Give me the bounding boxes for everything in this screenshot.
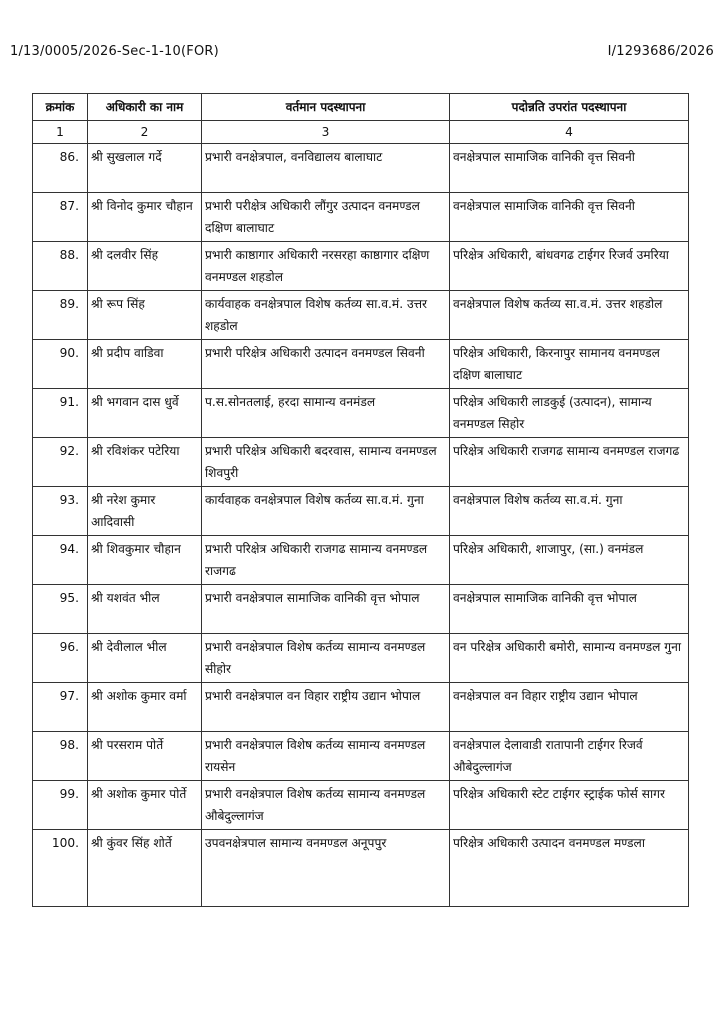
column-number: 2 — [88, 121, 202, 144]
officer-name-cell: श्री अशोक कुमार वर्मा — [88, 683, 202, 732]
current-posting-cell: प्रभारी वनक्षेत्रपाल विशेष कर्तव्य सामान्य वनमण्डल सीहोर — [202, 634, 450, 683]
posting-table — [32, 93, 689, 907]
serial-cell: 99. — [33, 781, 88, 830]
officer-name-cell: श्री नरेश कुमार आदिवासी — [88, 487, 202, 536]
serial-cell: 90. — [33, 340, 88, 389]
table-row — [33, 732, 689, 781]
serial-cell: 94. — [33, 536, 88, 585]
posting-after-promotion-cell: वनक्षेत्रपाल देलावाडी रातापानी टाईगर रिजर्व औबेदुल्लागंज — [450, 732, 689, 781]
officer-name-cell: श्री विनोद कुमार चौहान — [88, 193, 202, 242]
posting-after-promotion-cell: वन परिक्षेत्र अधिकारी बमोरी, सामान्य वनमण्डल गुना — [450, 634, 689, 683]
table-row — [33, 781, 689, 830]
current-posting-cell: प्रभारी परीक्षेत्र अधिकारी लौंगुर उत्पादन वनमण्डल दक्षिण बालाघाट — [202, 193, 450, 242]
current-posting-cell: प्रभारी परिक्षेत्र अधिकारी उत्पादन वनमण्डल सिवनी — [202, 340, 450, 389]
header-current-posting: वर्तमान पदस्थापना — [202, 94, 450, 121]
table-row — [33, 536, 689, 585]
serial-cell: 87. — [33, 193, 88, 242]
posting-after-promotion-cell: वनक्षेत्रपाल विशेष कर्तव्य सा.व.मं. उत्तर शहडोल — [450, 291, 689, 340]
current-posting-cell: कार्यवाहक वनक्षेत्रपाल विशेष कर्तव्य सा.व.मं. उत्तर शहडोल — [202, 291, 450, 340]
posting-after-promotion-cell: परिक्षेत्र अधिकारी लाडकुई (उत्पादन), सामान्य वनमण्डल सिहोर — [450, 389, 689, 438]
officer-name-cell: श्री देवीलाल भील — [88, 634, 202, 683]
current-posting-cell: प्रभारी काष्ठागार अधिकारी नरसरहा काष्ठागार दक्षिण वनमण्डल शहडोल — [202, 242, 450, 291]
posting-after-promotion-cell: परिक्षेत्र अधिकारी राजगढ सामान्य वनमण्डल राजगढ — [450, 438, 689, 487]
serial-cell: 88. — [33, 242, 88, 291]
table-row — [33, 242, 689, 291]
current-posting-cell: प्रभारी वनक्षेत्रपाल, वनविद्यालय बालाघाट — [202, 144, 450, 193]
officer-name-cell: श्री भगवान दास धुर्वे — [88, 389, 202, 438]
table-row — [33, 193, 689, 242]
serial-cell: 92. — [33, 438, 88, 487]
header-officer-name: अधिकारी का नाम — [88, 94, 202, 121]
column-number: 1 — [33, 121, 88, 144]
officer-name-cell: श्री प्रदीप वाडिवा — [88, 340, 202, 389]
current-posting-cell: प्रभारी परिक्षेत्र अधिकारी राजगढ सामान्य वनमण्डल राजगढ — [202, 536, 450, 585]
file-reference-right: I/1293686/2026 — [607, 44, 714, 59]
officer-name-cell: श्री परसराम पोर्ते — [88, 732, 202, 781]
table-row — [33, 438, 689, 487]
posting-after-promotion-cell: परिक्षेत्र अधिकारी, किरनापुर सामानय वनमण्डल दक्षिण बालाघाट — [450, 340, 689, 389]
table-row — [33, 291, 689, 340]
file-reference-left: 1/13/0005/2026-Sec-1-10(FOR) — [10, 44, 219, 59]
current-posting-cell: कार्यवाहक वनक्षेत्रपाल विशेष कर्तव्य सा.व.मं. गुना — [202, 487, 450, 536]
table-row — [33, 487, 689, 536]
posting-after-promotion-cell: वनक्षेत्रपाल सामाजिक वानिकी वृत्त भोपाल — [450, 585, 689, 634]
table-body — [33, 121, 689, 907]
officer-name-cell: श्री कुंवर सिंह शोर्ते — [88, 830, 202, 907]
officer-name-cell: श्री दलवीर सिंह — [88, 242, 202, 291]
current-posting-cell: प्रभारी वनक्षेत्रपाल वन विहार राष्ट्रीय उद्यान भोपाल — [202, 683, 450, 732]
posting-after-promotion-cell: परिक्षेत्र अधिकारी, बांधवगढ टाईगर रिजर्व उमरिया — [450, 242, 689, 291]
header-serial: क्रमांक — [33, 94, 88, 121]
officer-name-cell: श्री रविशंकर पटेरिया — [88, 438, 202, 487]
header-posting-after-promotion: पदोन्नति उपरांत पदस्थापना — [450, 94, 689, 121]
posting-after-promotion-cell: वनक्षेत्रपाल विशेष कर्तव्य सा.व.मं. गुना — [450, 487, 689, 536]
serial-cell: 96. — [33, 634, 88, 683]
current-posting-cell: प्रभारी वनक्षेत्रपाल विशेष कर्तव्य सामान्य वनमण्डल रायसेन — [202, 732, 450, 781]
table-row — [33, 830, 689, 907]
current-posting-cell: प्रभारी वनक्षेत्रपाल विशेष कर्तव्य सामान्य वनमण्डल औबेदुल्लागंज — [202, 781, 450, 830]
officer-name-cell: श्री अशोक कुमार पोर्ते — [88, 781, 202, 830]
table-row — [33, 389, 689, 438]
serial-cell: 100. — [33, 830, 88, 907]
officer-name-cell: श्री शिवकुमार चौहान — [88, 536, 202, 585]
serial-cell: 95. — [33, 585, 88, 634]
posting-after-promotion-cell: परिक्षेत्र अधिकारी उत्पादन वनमण्डल मण्डला — [450, 830, 689, 907]
serial-cell: 97. — [33, 683, 88, 732]
posting-after-promotion-cell: परिक्षेत्र अधिकारी स्टेट टाईगर स्ट्राईक फोर्स सागर — [450, 781, 689, 830]
serial-cell: 86. — [33, 144, 88, 193]
table-row — [33, 634, 689, 683]
posting-after-promotion-cell: वनक्षेत्रपाल वन विहार राष्ट्रीय उद्यान भोपाल — [450, 683, 689, 732]
serial-cell: 91. — [33, 389, 88, 438]
table-header-row — [33, 94, 689, 121]
serial-cell: 93. — [33, 487, 88, 536]
officer-name-cell: श्री यशवंत भील — [88, 585, 202, 634]
current-posting-cell: प.स.सोनतलाई, हरदा सामान्य वनमंडल — [202, 389, 450, 438]
current-posting-cell: उपवनक्षेत्रपाल सामान्य वनमण्डल अनूपपुर — [202, 830, 450, 907]
column-number-row — [33, 121, 689, 144]
column-number: 3 — [202, 121, 450, 144]
column-number: 4 — [450, 121, 689, 144]
officer-name-cell: श्री रूप सिंह — [88, 291, 202, 340]
officer-name-cell: श्री सुखलाल गर्दे — [88, 144, 202, 193]
posting-after-promotion-cell: वनक्षेत्रपाल सामाजिक वानिकी वृत्त सिवनी — [450, 144, 689, 193]
posting-after-promotion-cell: वनक्षेत्रपाल सामाजिक वानिकी वृत्त सिवनी — [450, 193, 689, 242]
current-posting-cell: प्रभारी वनक्षेत्रपाल सामाजिक वानिकी वृत्त भोपाल — [202, 585, 450, 634]
table-row — [33, 585, 689, 634]
serial-cell: 89. — [33, 291, 88, 340]
posting-after-promotion-cell: परिक्षेत्र अधिकारी, शाजापुर, (सा.) वनमंडल — [450, 536, 689, 585]
serial-cell: 98. — [33, 732, 88, 781]
table-row — [33, 340, 689, 389]
table-row — [33, 144, 689, 193]
current-posting-cell: प्रभारी परिक्षेत्र अधिकारी बदरवास, सामान्य वनमण्डल शिवपुरी — [202, 438, 450, 487]
table-row — [33, 683, 689, 732]
